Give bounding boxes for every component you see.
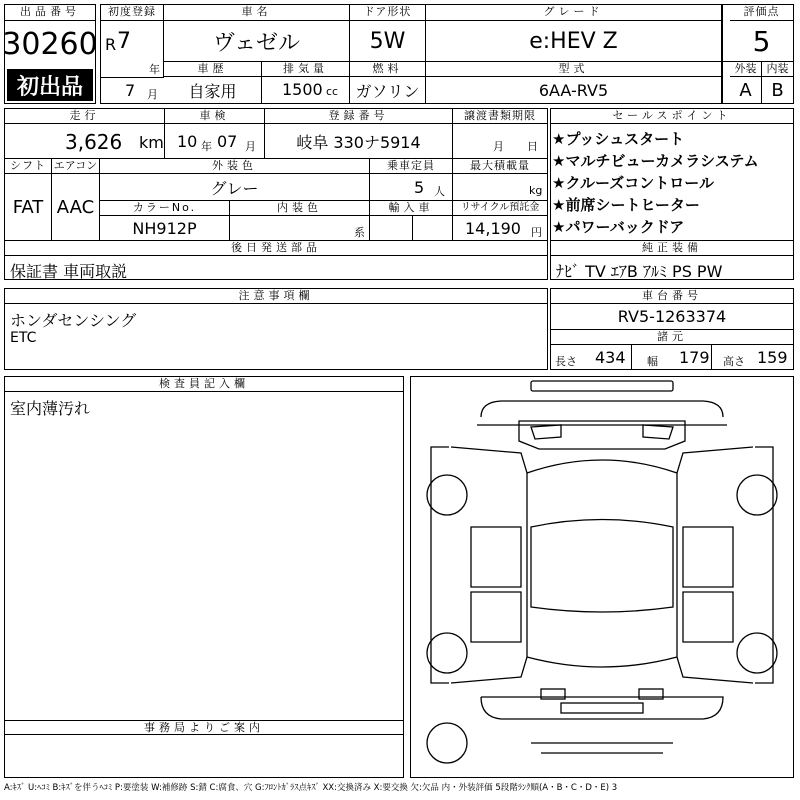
score: 5 [752, 24, 771, 58]
plate: 岐阜 330ナ5914 [265, 124, 453, 158]
capacity: 5 [414, 178, 425, 197]
recycle-label: リサイクル預託金 [453, 201, 547, 216]
office-label: 事務局よりご案内 [5, 720, 403, 735]
chassis-label: 車台番号 [551, 289, 793, 304]
insp-year: 10 [177, 132, 198, 151]
capacity-unit: 人 [434, 185, 445, 198]
colorno: NH912P [100, 216, 230, 240]
ext-label: 外装 [730, 62, 762, 77]
dims-divider [711, 345, 712, 369]
mileage-cell [5, 124, 165, 158]
colorno-label: カラーNo. [100, 201, 230, 216]
transfer-day-unit: 日 [527, 140, 538, 153]
recycle-cell [453, 216, 547, 240]
lot-label: 出品番号 [5, 5, 95, 21]
insp-month-unit: 月 [245, 140, 256, 153]
dims-label: 諸元 [551, 330, 793, 345]
import-label: 輸入車 [370, 201, 453, 216]
recycle: 14,190 [465, 219, 521, 238]
load-label: 最大積載量 [453, 159, 547, 174]
sales-item: ★プッシュスタート [552, 130, 685, 148]
load-unit: kg [529, 184, 543, 197]
lot-box [4, 4, 96, 104]
plate-label: 登録番号 [265, 109, 453, 124]
reg-month: 7 [125, 81, 136, 100]
color: グレー [100, 174, 370, 201]
history: 自家用 [164, 77, 262, 103]
capacity-cell [370, 174, 453, 201]
reg-month-unit: 月 [147, 88, 158, 101]
car-diagram-box [410, 376, 794, 778]
model-label: 型式 [426, 62, 722, 77]
sales-item: ★パワーバックドア [552, 218, 685, 236]
int-grade: B [771, 79, 784, 101]
width-label: 幅 [647, 355, 658, 368]
insp-year-unit: 年 [201, 140, 212, 153]
notes-line: ETC [10, 330, 37, 346]
inspection-label: 車検 [165, 109, 265, 124]
sales-item: ★クルーズコントロール [552, 174, 714, 192]
height-label: 高さ [723, 355, 745, 368]
mileage: 3,626 [65, 130, 123, 154]
score-label: 評価点 [730, 5, 793, 21]
ac-label: エアコン [52, 159, 100, 174]
reg-year-unit: 年 [149, 63, 160, 76]
sales-item: ★マルチビューカメラシステム [552, 152, 759, 170]
recycle-unit: 円 [531, 226, 542, 239]
cc-value: 1500 [282, 80, 323, 99]
grade: e:HEV Z [426, 21, 722, 61]
car-name: ヴェゼル [164, 21, 350, 61]
grade-label: グレード [426, 5, 722, 21]
inspector-label: 検査員記入欄 [5, 377, 403, 392]
reg-cell [101, 21, 164, 77]
inspector-box [4, 376, 404, 778]
mileage-unit: km [139, 133, 164, 152]
lot-number: 30260 [2, 26, 98, 62]
score-divider [722, 5, 730, 103]
dims-divider [631, 345, 632, 369]
equip-value: ﾅﾋﾞ TV ｴｱB ｱﾙﾐ PS PW [556, 262, 723, 281]
door-type: 5W [350, 21, 426, 61]
shift-label: シフト [5, 159, 52, 174]
reg-year: 7 [117, 29, 131, 54]
dims-row [551, 345, 793, 369]
inspector-value: 室内薄汚れ [10, 399, 91, 418]
intcolor-label: 内装色 [230, 201, 370, 216]
cc-cell [262, 77, 350, 103]
mileage-label: 走行 [5, 109, 165, 124]
car-name-label: 車名 [164, 5, 350, 21]
later-label: 後日発送部品 [5, 240, 547, 256]
notes-line: ホンダセンシング [10, 311, 137, 330]
inspection-cell [165, 124, 265, 158]
transfer-cell [453, 124, 547, 158]
int-label: 内装 [762, 62, 793, 77]
height-value: 159 [757, 348, 788, 367]
fuel-label: 燃料 [350, 62, 426, 77]
ac: AAC [52, 174, 100, 240]
reg-label: 初度登録 [101, 5, 164, 21]
notes-label: 注意事項欄 [5, 289, 547, 304]
load-cell [453, 174, 547, 201]
sales-item: ★前席シートヒーター [552, 196, 700, 214]
intcolor-unit: 系 [354, 226, 365, 239]
history-label: 車歴 [164, 62, 262, 77]
door-label: ドア形状 [350, 5, 426, 21]
first-listing-badge: 初出品 [7, 69, 93, 101]
cc-label: 排気量 [262, 62, 350, 77]
sales-label: セールスポイント [551, 109, 793, 124]
car-diagram[interactable] [411, 377, 793, 777]
color-label: 外装色 [100, 159, 370, 174]
intcolor-cell [230, 216, 370, 240]
ext-grade: A [730, 77, 762, 103]
len-label: 長さ [555, 355, 577, 368]
model: 6AA-RV5 [426, 77, 722, 103]
cc-unit: cc [326, 85, 339, 98]
transfer-label: 譲渡書類期限 [453, 109, 547, 124]
len-value: 434 [595, 348, 626, 367]
capacity-label: 乗車定員 [370, 159, 453, 174]
chassis-value: RV5-1263374 [551, 304, 793, 330]
shift: FAT [5, 174, 52, 240]
reg-era: R [105, 35, 117, 54]
fuel: ガソリン [350, 77, 426, 103]
reg-month-row [101, 77, 164, 103]
later-value: 保証書 車両取説 [10, 262, 128, 281]
width-value: 179 [679, 348, 710, 367]
transfer-month-unit: 月 [493, 140, 504, 153]
import-divider [412, 216, 413, 240]
legend: A:ｷｽﾞ U:ﾍｺﾐ B:ｷｽﾞを伴うﾍｺﾐ P:要塗装 W:補修跡 S:錆 C:腐食、穴 G:ﾌﾛﾝﾄｶﾞﾗｽ点ｷｽﾞ XX:交換済み X:要交換 欠:欠品 内・外装評価 5段階ﾗﾝｸ順(A・B・C・D・E) 3 [4, 783, 618, 793]
insp-month: 07 [217, 132, 238, 151]
import-cell [370, 216, 453, 240]
equip-label: 純正装備 [551, 240, 793, 256]
